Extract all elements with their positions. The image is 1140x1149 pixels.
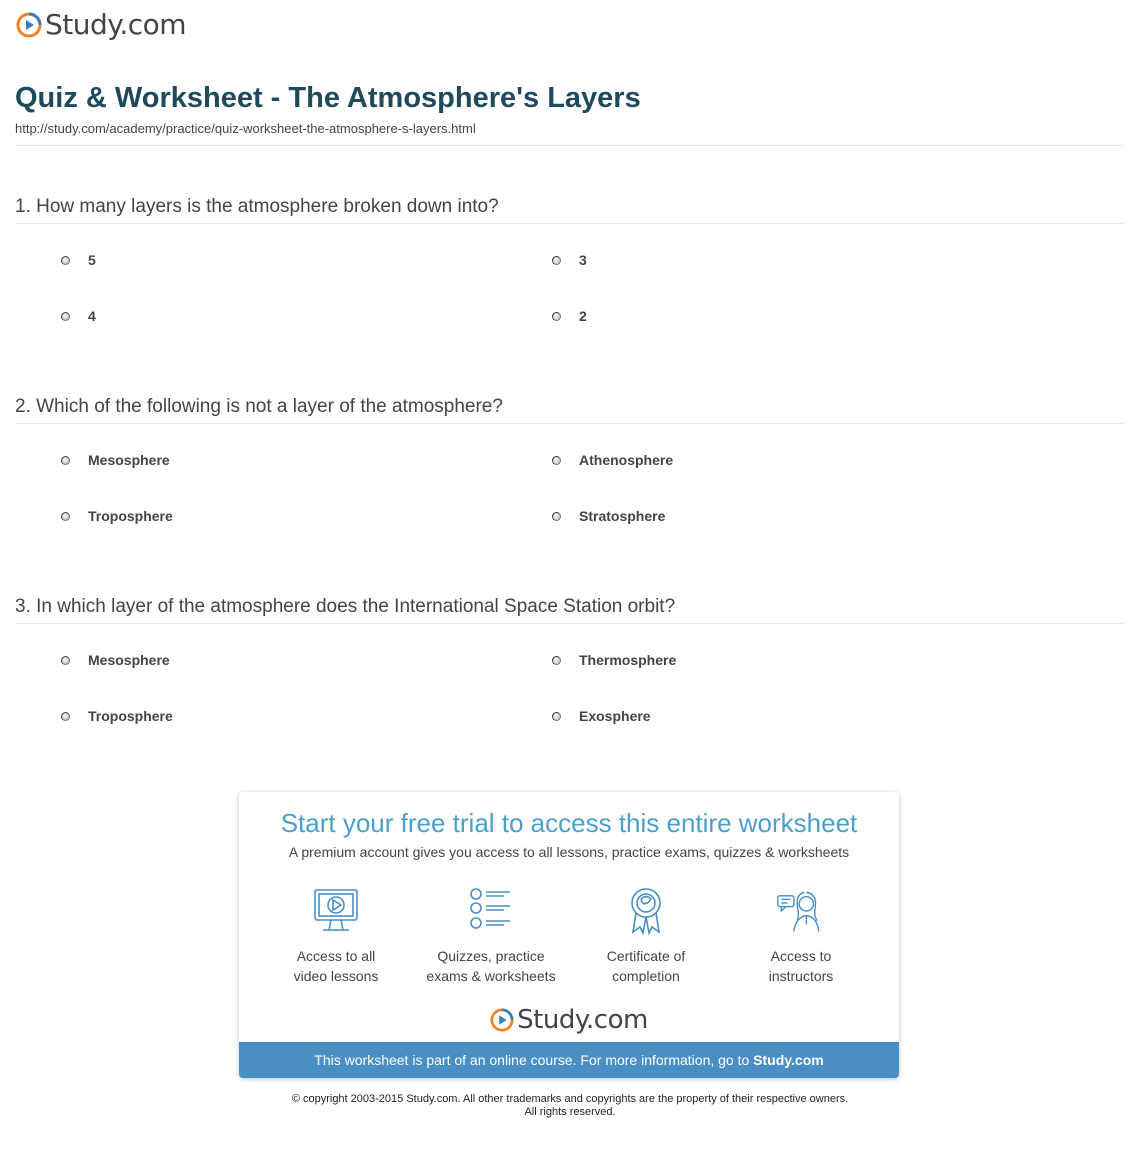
feature-label: video lessons (293, 968, 379, 984)
option-label: Stratosphere (579, 508, 666, 524)
feature-label: exams & worksheets (426, 968, 556, 984)
question-2: 2. Which of the following is not a layer of the atmosphere? (15, 396, 503, 417)
radio-button[interactable] (552, 256, 561, 265)
radio-button[interactable] (61, 256, 70, 265)
page-url: http://study.com/academy/practice/quiz-worksheet-the-atmosphere-s-layers.html (15, 121, 476, 136)
radio-button[interactable] (61, 512, 70, 521)
feature-label: completion (612, 968, 680, 984)
q3-option-b[interactable] (552, 652, 676, 668)
instructor-icon (776, 886, 826, 936)
option-label: 2 (579, 308, 587, 324)
logo-text: Study.com (45, 8, 187, 41)
radio-button[interactable] (61, 312, 70, 321)
option-label: 4 (88, 308, 96, 324)
q2-option-a[interactable] (61, 452, 170, 468)
divider (15, 223, 1125, 224)
q1-option-c[interactable] (61, 308, 96, 324)
option-label: Thermosphere (579, 652, 677, 668)
option-label: Troposphere (88, 708, 173, 724)
feature-instructors (721, 886, 881, 986)
question-3: 3. In which layer of the atmosphere does the International Space Station orbit? (15, 596, 676, 617)
logo-play-icon (16, 12, 42, 38)
q3-option-c[interactable] (61, 708, 173, 724)
course-info-bar (239, 1042, 899, 1078)
radio-button[interactable] (552, 312, 561, 321)
feature-video-lessons (256, 886, 416, 986)
radio-button[interactable] (61, 712, 70, 721)
feature-label: Certificate of (606, 948, 686, 964)
video-lesson-icon (311, 886, 361, 936)
feature-label: Access to (770, 948, 832, 964)
radio-button[interactable] (552, 456, 561, 465)
rights-text: All rights reserved. (524, 1106, 616, 1118)
radio-button[interactable] (552, 712, 561, 721)
radio-button[interactable] (552, 512, 561, 521)
divider (15, 145, 1125, 146)
option-label: 3 (579, 252, 587, 268)
option-label: Troposphere (88, 508, 173, 524)
course-info-text: This worksheet is part of an online course. For more information, go to (314, 1052, 754, 1068)
certificate-icon (621, 886, 671, 936)
feature-certificate (566, 886, 726, 986)
copyright-footer (0, 1093, 1140, 1119)
radio-button[interactable] (552, 656, 561, 665)
option-label: 5 (88, 252, 96, 268)
site-logo[interactable] (16, 9, 186, 41)
study-com-link[interactable]: Study.com (753, 1052, 824, 1068)
radio-button[interactable] (61, 456, 70, 465)
question-1: 1. How many layers is the atmosphere broken down into? (15, 196, 499, 217)
radio-button[interactable] (61, 656, 70, 665)
q2-option-d[interactable] (552, 508, 665, 524)
q1-option-b[interactable] (552, 252, 587, 268)
q3-option-d[interactable] (552, 708, 651, 724)
page-title: Quiz & Worksheet - The Atmosphere's Layers (15, 82, 641, 114)
promo-logo[interactable] (239, 1004, 899, 1036)
promo-heading[interactable]: Start your free trial to access this entire worksheet (280, 808, 858, 838)
logo-text: Study.com (517, 1005, 648, 1035)
divider (15, 623, 1125, 624)
feature-label: instructors (768, 968, 834, 984)
option-label: Exosphere (579, 708, 651, 724)
feature-quizzes (411, 886, 571, 986)
option-label: Athenosphere (579, 452, 674, 468)
feature-label: Quizzes, practice (437, 948, 545, 964)
copyright-text: © copyright 2003-2015 Study.com. All other trademarks and copyrights are the property of their respective owners. (291, 1093, 849, 1105)
q2-option-c[interactable] (61, 508, 173, 524)
logo-play-icon (490, 1008, 514, 1032)
q3-option-a[interactable] (61, 652, 170, 668)
feature-label: Access to all (296, 948, 376, 964)
q1-option-d[interactable] (552, 308, 587, 324)
q2-option-b[interactable] (552, 452, 673, 468)
option-label: Mesosphere (88, 452, 170, 468)
promo-subheading: A premium account gives you access to all lessons, practice exams, quizzes & worksheets (288, 844, 850, 860)
free-trial-panel (239, 792, 899, 1078)
divider (15, 423, 1125, 424)
q1-option-a[interactable] (61, 252, 96, 268)
option-label: Mesosphere (88, 652, 170, 668)
checklist-icon (466, 886, 516, 936)
